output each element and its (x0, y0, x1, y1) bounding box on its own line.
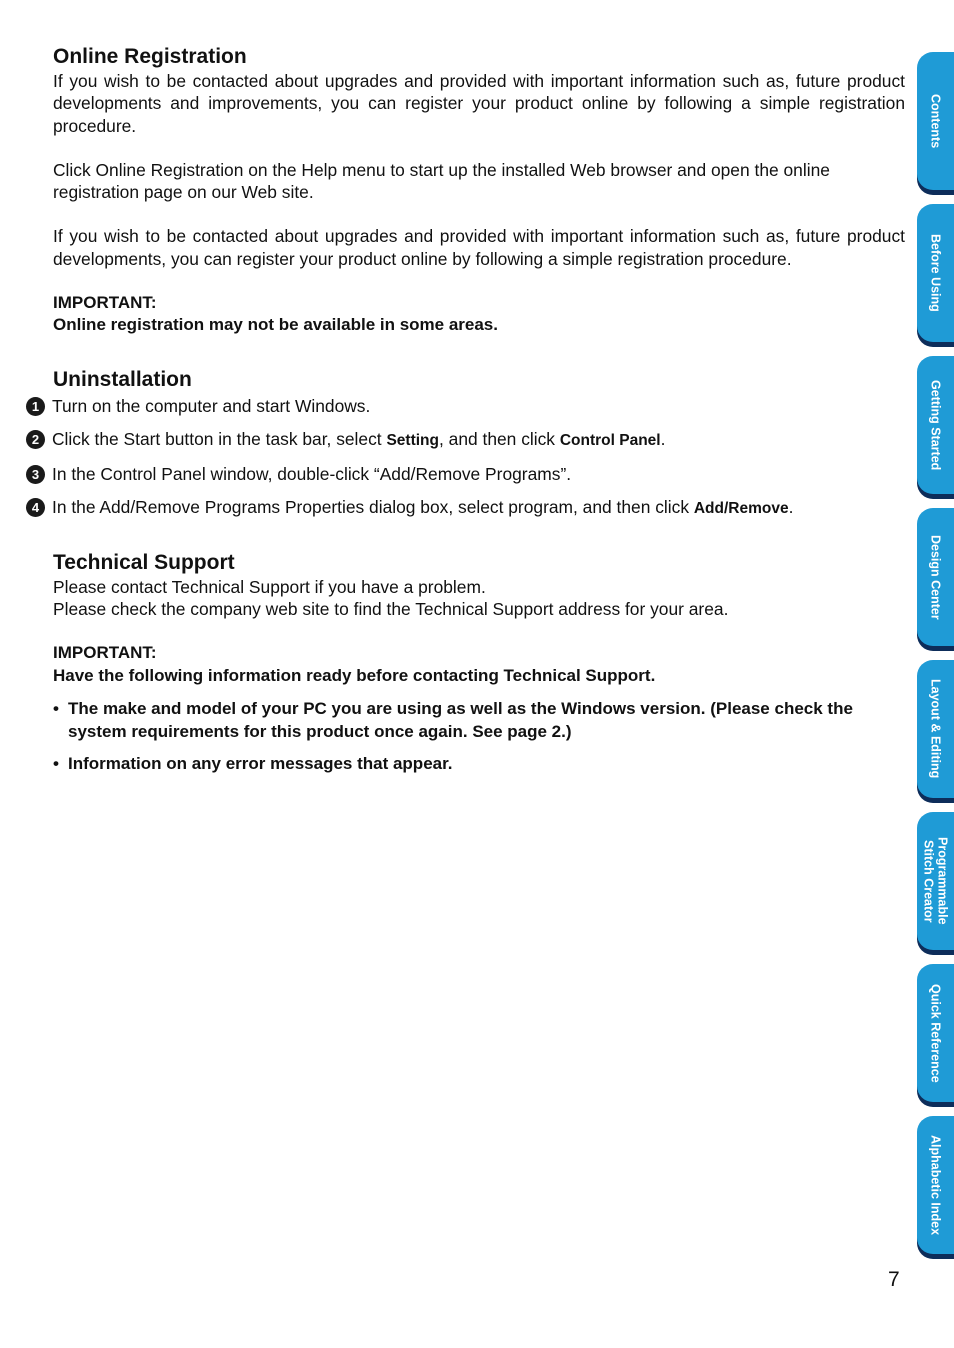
step-text: . (660, 428, 666, 449)
important-text: Have the following information ready before contacting Technical Support. (53, 665, 656, 685)
tab-before-using[interactable]: Before Using (917, 204, 954, 342)
ui-term-setting: Setting (386, 431, 439, 449)
main-content (31, 44, 905, 775)
tab-quick-reference[interactable]: Quick Reference (917, 964, 954, 1102)
bullet-icon: • (53, 698, 59, 718)
info-bullets (53, 697, 905, 775)
uninstall-steps (31, 395, 905, 520)
step-text: Click the Start button in the task bar, select (52, 428, 387, 449)
step-3 (0, 463, 905, 485)
bullet-icon: • (53, 753, 59, 773)
uninstallation-heading: Uninstallation (53, 367, 192, 391)
step-number: 1 (26, 397, 45, 416)
step-text: In the Control Panel window, double-click “Add/Remove Programs”. (52, 463, 572, 484)
ui-term-control-panel: Control Panel (559, 431, 661, 449)
important-label: IMPORTANT: (53, 643, 157, 663)
step-1 (0, 395, 905, 417)
ui-term-add-remove: Add/Remove (693, 499, 789, 517)
online-registration-para1: If you wish to be contacted about upgrades and provided with important information such as, future product developments and improvements, you can register your product online by following a simple registration procedure. (53, 71, 905, 136)
step-number: 3 (26, 465, 45, 484)
step-text: Turn on the computer and start Windows. (52, 395, 371, 416)
bullet-item: • Information on any error messages that appear. (53, 753, 453, 773)
technical-support-heading: Technical Support (53, 550, 235, 574)
tab-programmable-stitch-creator[interactable]: Programmable Stitch Creator (917, 812, 954, 950)
step-text: In the Add/Remove Programs Properties dialog box, select program, and then click (52, 496, 694, 517)
important-text: Online registration may not be available in some areas. (53, 315, 498, 335)
step-number: 2 (26, 430, 45, 449)
bullet-item: • The make and model of your PC you are using as well as the Windows version. (Please check the system requirements for this product once again. See page 2.) (53, 698, 853, 741)
tab-alphabetic-index[interactable]: Alphabetic Index (917, 1116, 954, 1254)
technical-support-line2: Please check the company web site to find the Technical Support address for your area. (53, 598, 729, 619)
important-label: IMPORTANT: (53, 293, 157, 313)
online-registration-heading: Online Registration (53, 45, 247, 68)
step-2 (0, 428, 905, 452)
tab-getting-started[interactable]: Getting Started (917, 356, 954, 494)
online-registration-para3: If you wish to be contacted about upgrades and provided with important information such as, future product developments, you can register your product online by following a simple registration procedure. (53, 226, 905, 269)
step-4 (0, 496, 905, 520)
online-registration-para2: Click Online Registration on the Help menu to start up the installed Web browser and open the online registration page on our Web site. (53, 159, 830, 203)
page-number: 7 (888, 1268, 900, 1291)
tab-design-center[interactable]: Design Center (917, 508, 954, 646)
step-number: 4 (26, 498, 45, 517)
step-text: , and then click (439, 428, 560, 449)
tab-contents[interactable]: Contents (917, 52, 954, 190)
step-text: . (788, 496, 794, 517)
tab-layout-editing[interactable]: Layout & Editing (917, 660, 954, 798)
technical-support-line1: Please contact Technical Support if you have a problem. (53, 576, 486, 597)
